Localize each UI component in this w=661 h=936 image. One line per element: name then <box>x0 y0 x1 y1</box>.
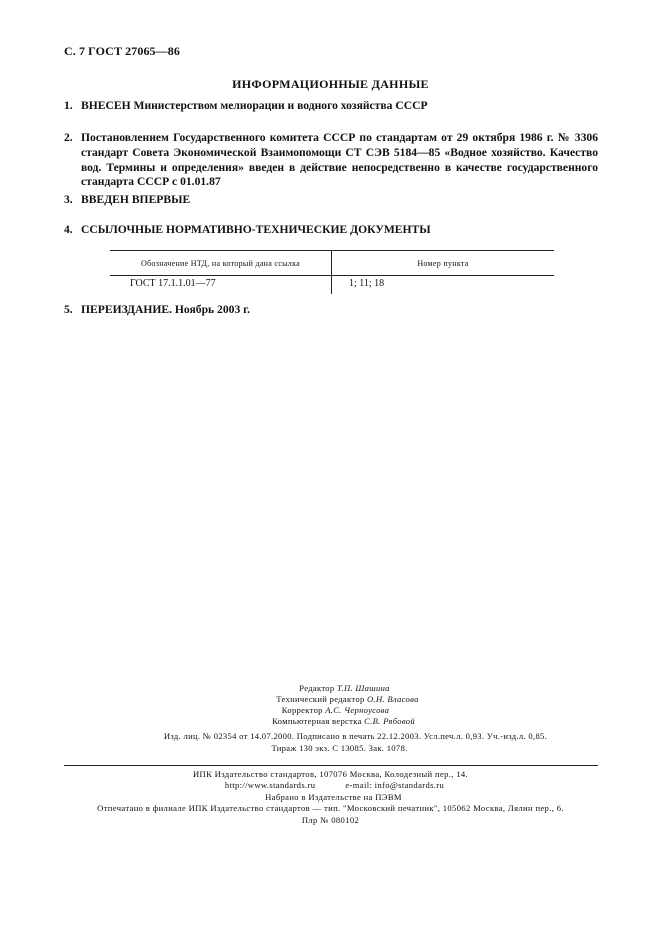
imprint <box>0 769 661 826</box>
editor-credit <box>0 683 661 694</box>
table-cell-clause: 1; 11; 18 <box>349 278 385 289</box>
info-item-5 <box>64 303 598 318</box>
page-header: С. 7 ГОСТ 27065—86 <box>64 44 180 58</box>
credit-name: Т.П. Шашина <box>336 683 390 693</box>
item-number: 2. <box>64 131 73 144</box>
item-text: ПЕРЕИЗДАНИЕ. Ноябрь 2003 г. <box>81 303 250 316</box>
editorial-credits <box>0 683 661 727</box>
item-text: ВНЕСЕН Министерством мелиорации и водного хозяйства СССР <box>81 99 428 112</box>
license-number: Плр № 080102 <box>301 814 360 825</box>
layout-credit <box>0 716 661 727</box>
item-text: Постановлением Государственного комитета СССР по стандартам от 29 октября 1986 г. № 3306 стандарт Совета Экономической Взаимопомощи СТ СЭВ 5184—85 «Водное хозяйство. Качество вод. Термины и определения» введен в действие непосредственно в качестве государственного стандарта СССР с 01.01.87 <box>81 131 598 189</box>
tech-editor-credit <box>0 694 661 705</box>
publication-license-line: Изд. лиц. № 02354 от 14.07.2000. Подписано в печать 22.12.2003. Усл.печ.л. 0,93. Уч.-изд.л. 0,85. <box>163 731 548 741</box>
item-number: 3. <box>64 193 73 206</box>
website-link: http://www.standards.ru <box>224 780 316 791</box>
printing-note: Отпечатано в филиале ИПК Издательство стандартов — тип. "Московский печатник", 105062 Москва, Лялин пер., 6. <box>97 803 564 814</box>
email-address: e-mail: info@standards.ru <box>345 780 445 791</box>
publisher-address: ИПК Издательство стандартов, 107076 Москва, Колодезный пер., 14. <box>192 769 469 779</box>
item-text: ВВЕДЕН ВПЕРВЫЕ <box>81 193 191 206</box>
typeset-note: Набрано в Издательстве на ПЭВМ <box>265 791 402 802</box>
credit-name: А.С. Черноусова <box>325 705 390 715</box>
section-title: ИНФОРМАЦИОННЫЕ ДАННЫЕ <box>232 77 429 91</box>
column-header-document: Обозначение НТД, на который дана ссылка <box>110 251 332 276</box>
divider <box>64 765 598 766</box>
column-header-clause: Номер пункта <box>332 251 555 276</box>
corrector-credit <box>0 705 661 716</box>
item-number: 5. <box>64 303 73 316</box>
item-number: 1. <box>64 99 73 112</box>
credit-name: О.Н. Власова <box>367 694 419 704</box>
publication-details <box>0 731 661 754</box>
credit-role: Компьютерная верстка <box>272 716 362 726</box>
item-number: 4. <box>64 223 73 236</box>
info-item-3 <box>64 193 598 208</box>
credit-role: Редактор <box>299 683 335 693</box>
table-cell-document: ГОСТ 17.1.1.01—77 <box>110 276 332 295</box>
info-item-4 <box>64 223 598 238</box>
credit-name: С.В. Рябовой <box>364 716 415 726</box>
credit-role: Корректор <box>281 705 323 715</box>
item-text: ССЫЛОЧНЫЕ НОРМАТИВНО-ТЕХНИЧЕСКИЕ ДОКУМЕНТЫ <box>81 223 431 236</box>
publisher-contacts <box>0 780 661 791</box>
credit-role: Технический редактор <box>276 694 365 704</box>
publication-print-run-line: Тираж 130 экз. С 13085. Зак. 1078. <box>271 742 408 753</box>
table-row <box>110 276 554 295</box>
info-item-1 <box>64 99 598 114</box>
reference-documents-table <box>110 250 554 294</box>
table-header-row <box>110 251 554 276</box>
info-item-2 <box>64 131 598 190</box>
